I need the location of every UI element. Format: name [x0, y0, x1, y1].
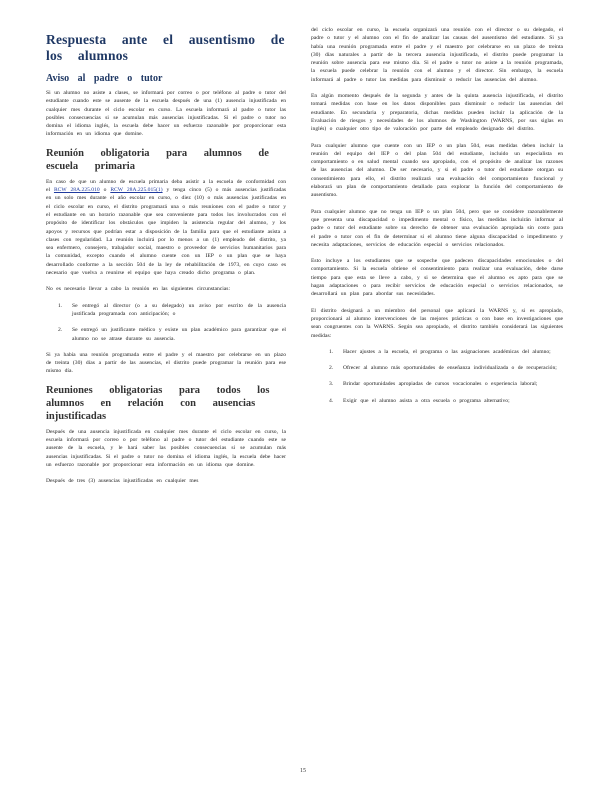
paragraph-text: En caso de que un alumno de escuela primaria deba asistir a la escuela de conformidad con el: [46, 178, 286, 194]
list-number: 1.: [329, 348, 334, 355]
exceptions-list: [46, 302, 286, 343]
page-title: Respuesta ante el ausentismo de los alumnos: [46, 32, 285, 63]
section-heading-aviso: Aviso al padre o tutor: [46, 73, 163, 84]
paragraph: El distrito designará a un miembro del personal que aplicará la WARNS y, si es apropiado, proporcionará al alumno intervenciones de las mejores prácticas o con base en investigaciones que sean congruentes con la WARNS. Según sea apropiado, el distrito también considerará las siguientes medidas:: [311, 307, 563, 339]
list-text: Hacer ajustes a la escuela, el programa o las asignaciones académicas del alumno;: [343, 348, 551, 355]
list-number: 1.: [58, 302, 63, 309]
list-item: [311, 348, 563, 356]
list-text: Se entregó al director (o a su delegado) un aviso por escrito de la ausencia justificada programada con anticipación; o: [72, 302, 286, 317]
list-item: [311, 364, 563, 372]
list-item: [311, 380, 563, 388]
paragraph: No es necesario llevar a cabo la reunión en las siguientes circunstancias:: [46, 286, 231, 293]
paragraph-with-links: [46, 178, 286, 278]
list-item: [46, 302, 286, 319]
paragraph: Si un alumno no asiste a clases, se informará por correo o por teléfono al padre o tutor del estudiante cuando este se ausente de la escuela después de una (1) ausencia injustificada en cualquier mes durante el ciclo escolar en curso. La escuela informará al padre o tutor las posibles consecuencias si se acumulan más ausencias injustificadas. Si el padre o tutor no domina el idioma inglés, la escuela debe hacer un esfuerzo razonable por proporcionar esta información en un idioma que domine.: [46, 90, 286, 138]
list-item: [311, 397, 563, 405]
list-item: [46, 326, 286, 343]
paragraph: Esto incluye a los estudiantes que se sospeche que padecen discapacidades emocionales o del comportamiento. Si la escuela obtiene el consentimiento para realizar una evaluación, debe darse tiempo para que esta se lleve a cabo, y si se determina que el alumno es apto para que se hagan adaptaciones o para recibir servicios de educación especial o servicios relacionados, se desarrollará un plan para abordar sus necesidades.: [311, 258, 563, 298]
section-heading-reuniones-injustificadas: Reuniones obligatorias para todos los alumnos en relación con ausencias injustificadas: [46, 384, 270, 422]
paragraph: Para cualquier alumno que cuente con un IEP o un plan 504, esas medidas deben incluir la reunión del equipo del IEP o del plan 504 del estudiante, incluido un especialista en comportamiento o en salud mental cuando sea apropiado, con el propósito de analizar las razones de las ausencias del alumno. De ser necesario, y si el padre o tutor del estudiante otorgan su consentimiento para ello, el distrito realizará una evaluación del comportamiento funcional y elaborará un plan de comportamiento detallado para explorar la función del comportamiento de ausentismo.: [311, 142, 563, 199]
measures-list: [311, 348, 563, 405]
list-text: Brindar oportunidades apropiadas de cursos vocacionales o experiencia laboral;: [343, 381, 538, 388]
list-number: 3.: [329, 381, 334, 388]
paragraph: del ciclo escolar en curso, la escuela organizará una reunión con el director o su delegado, el padre o tutor y el alumno con el fin de analizar las causas del ausentismo del estudiante. Si ya había una reunión programada entre el padre y el maestro por celebrarse en un plazo de treinta (30) días naturales a partir de la tercera ausencia injustificada, el distrito puede programar la reunión sobre ausencia para ese mismo día. Si el padre o tutor no asiste a la reunión programada, la escuela puede celebrar la reunión con el alumno y el director. Sin embargo, la escuela informará al padre o tutor las medidas para disminuir o reducir las ausencias del alumno.: [311, 27, 563, 83]
list-number: 4.: [329, 397, 334, 404]
paragraph: Para cualquier alumno que no tenga un IEP o un plan 504, pero que se considere razonablemente que presenta una discapacidad o impedimento mental o físico, las medidas incluirán informar al padre o tutor del estudiante sobre su derecho de obtener una evaluación apropiada sin costo para el padre o tutor con el fin de determinar si el alumno tiene alguna discapacidad o impedimento y necesita adaptaciones, servicios de educación especial o servicios relacionados.: [311, 208, 563, 248]
connector-text: o: [103, 187, 107, 194]
paragraph: Si ya había una reunión programada entre el padre y el maestro por celebrarse en un plazo de treinta (30) días a partir de las ausencias, el distrito puede programar la reunión para ese mismo día.: [46, 351, 286, 375]
paragraph: Después de tres (3) ausencias injustificadas en cualquier mes: [46, 478, 199, 485]
list-number: 2.: [58, 327, 63, 334]
rcw-link-1[interactable]: RCW 28A.225.010: [53, 187, 100, 194]
paragraph: Después de una ausencia injustificada en cualquier mes durante el ciclo escolar en curso, la escuela informará por correo o por teléfono al padre o tutor del estudiante cuando este se ausente de la escuela, y le hará saber las posibles consecuencias si se acumulan más ausencias injustificadas. Si el padre o tutor no domina el idioma inglés, la escuela debe hacer un esfuerzo razonable por proporcionar esta información en un idioma que domine.: [46, 428, 286, 468]
list-text: Ofrecer al alumno más oportunidades de enseñanza individualizada o de recuperación;: [343, 365, 557, 372]
right-column: [311, 26, 563, 413]
list-text: Se entregó un justificante médico y existe un plan académico para garantizar que el alumno no se atrase durante su ausencia.: [72, 327, 286, 342]
list-text: Exigir que el alumno asista a otra escuela o programa alternativo;: [343, 397, 510, 404]
left-column: [46, 26, 286, 494]
list-number: 2.: [329, 365, 334, 372]
page-number: 15: [300, 768, 306, 774]
section-heading-reunion-primaria: Reunión obligatoria para alumnos de escuela primaria: [46, 147, 269, 172]
paragraph-text: y tenga cinco (5) o más ausencias justificadas en un solo mes durante el año escolar en curso, o diez (10) o más ausencias justificadas en el ciclo escolar en curso, el distrito programará una o más reuniones con el padre o tutor y el estudiante en un horario razonable que sea conveniente para todos los involucrados con el propósito de identificar los obstáculos que impiden la asistencia regular del alumno, y los apoyos y recursos que podrían estar a disposición de la familia para que el estudiante asista a clases con regularidad. La reunión incluirá por lo menos a un (1) empleado del distrito, ya sea enfermero, consejero, trabajador social, maestro o proveedor de servicios humanitarios para la comunidad, excepto cuando el alumno cuente con un IEP o un plan que se haya desarrollado conforme a la sección 504 de la ley de rehabilitación de 1973, en cuyo caso es necesario que vuelva a reunirse el equipo que haya creado dicho programa o plan.: [46, 187, 287, 277]
rcw-link-2[interactable]: RCW 28A.225.015(1): [110, 187, 163, 194]
paragraph: En algún momento después de la segunda y antes de la quinta ausencia injustificada, el distrito tomará medidas con base en los datos disponibles para disminuir o reducir las ausencias del estudiante. En secundaria y preparatoria, dichas medidas pueden incluir la aplicación de la Evaluación de riesgos y necesidades de los alumnos de Washington (WARNS, por sus siglas en inglés) o cualquier otro tipo de valoración por parte del empleado designado del distrito.: [311, 93, 563, 133]
